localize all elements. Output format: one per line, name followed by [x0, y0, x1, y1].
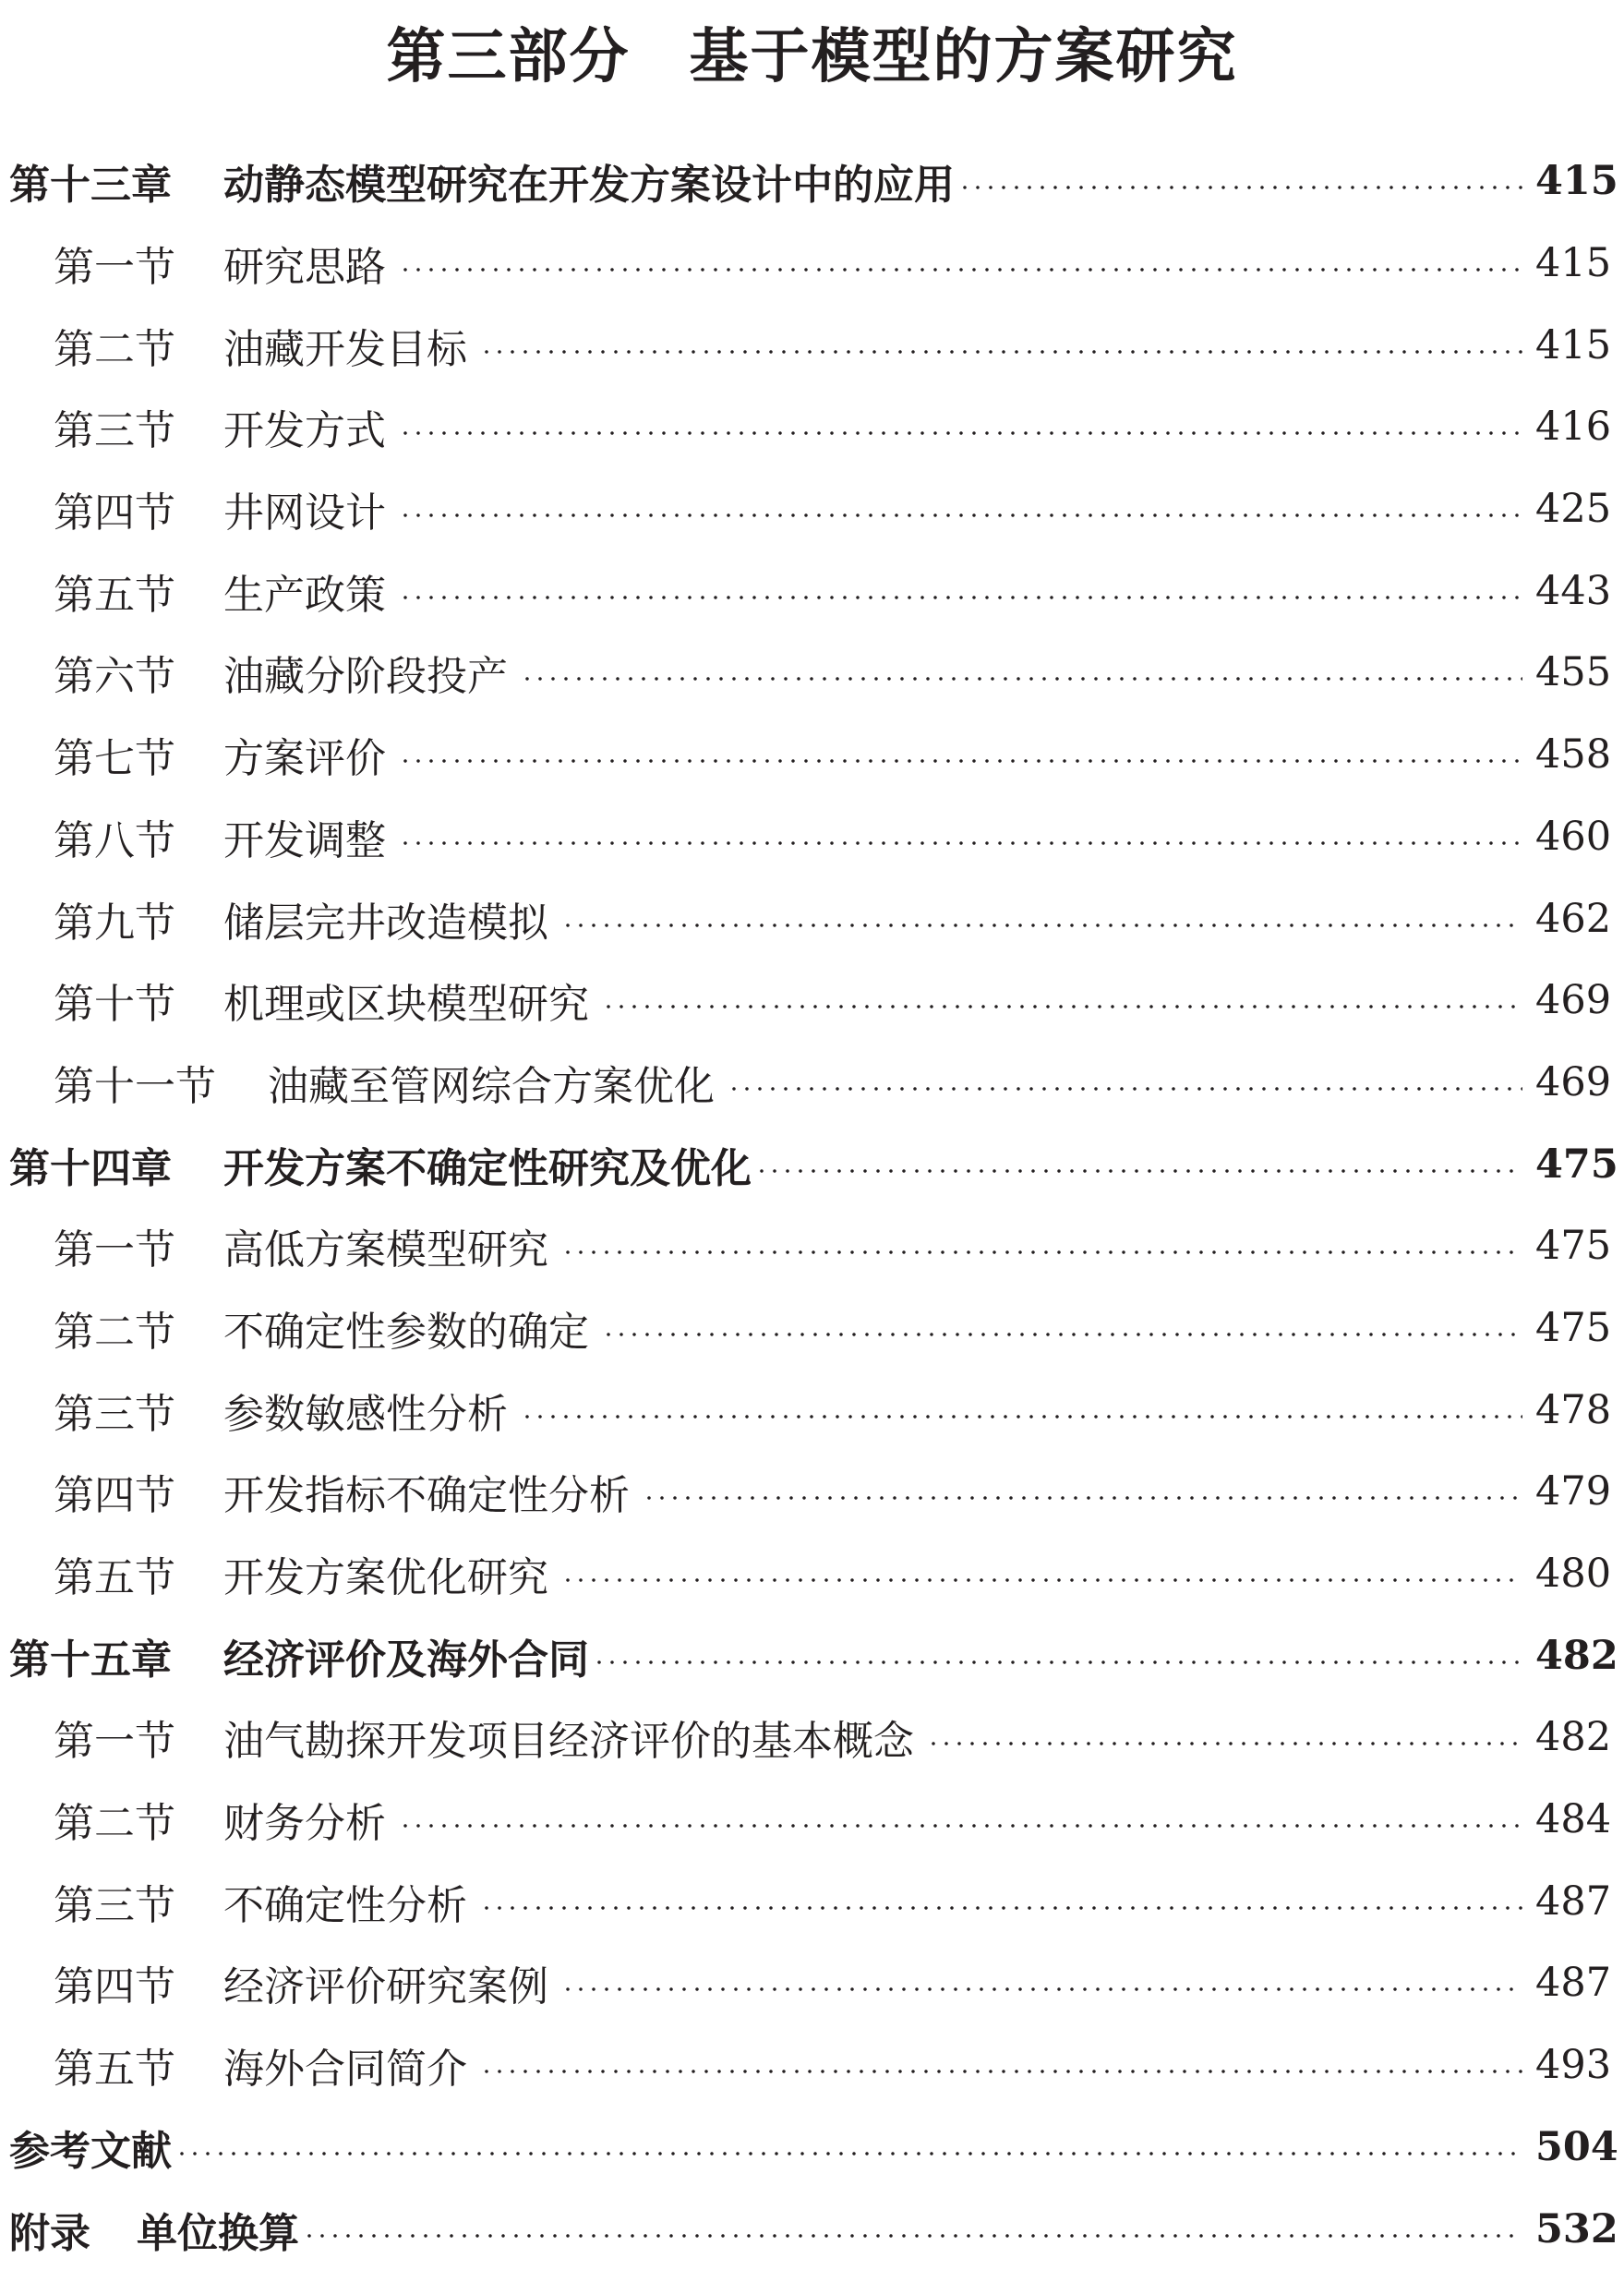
toc-dot-leader — [399, 513, 1522, 517]
toc-entry-label: 第四节 — [54, 489, 175, 537]
toc-entry-label: 第五节 — [54, 2046, 175, 2094]
toc-dot-leader — [399, 268, 1522, 272]
toc-entry-label: 第七节 — [54, 735, 175, 783]
toc-page-number: 455 — [1535, 649, 1612, 696]
toc-entry-label: 第五节 — [54, 571, 175, 619]
toc-page-number: 475 — [1535, 1141, 1618, 1188]
toc-entry-label: 第二节 — [54, 1800, 175, 1848]
toc-entry-label: 第八节 — [54, 816, 175, 864]
toc-dot-leader — [399, 1824, 1522, 1828]
toc-page-number: 487 — [1535, 1960, 1612, 2007]
toc-dot-leader — [561, 1578, 1522, 1582]
toc-page-number: 458 — [1535, 731, 1612, 779]
toc-entry-title: 开发调整 — [223, 816, 386, 864]
toc-page-number: 462 — [1535, 895, 1612, 942]
toc-section-row[interactable] — [0, 223, 1624, 305]
toc-dot-leader — [399, 759, 1522, 763]
toc-entry-title: 油藏至管网综合方案优化 — [268, 1062, 715, 1110]
toc-page-number: 469 — [1535, 1058, 1612, 1105]
toc-section-row[interactable] — [0, 1451, 1624, 1533]
toc-dot-leader — [303, 2234, 1522, 2238]
toc-section-row[interactable] — [0, 1369, 1624, 1451]
part-title — [0, 13, 1624, 102]
toc-dot-leader — [728, 1087, 1522, 1091]
toc-dot-leader — [927, 1742, 1522, 1745]
toc-entry-title: 财务分析 — [223, 1800, 386, 1848]
toc-section-row[interactable] — [0, 1533, 1624, 1615]
toc-page-number: 532 — [1535, 2205, 1618, 2252]
toc-entry-title: 油藏分阶段投产 — [223, 653, 508, 701]
toc-dot-leader — [755, 1169, 1522, 1173]
toc-dot-leader — [593, 1660, 1522, 1664]
toc-section-row[interactable] — [0, 1860, 1624, 1942]
toc-entry-title: 单位换算 — [137, 2209, 299, 2257]
toc-section-row[interactable] — [0, 1779, 1624, 1861]
toc-page-number: 460 — [1535, 813, 1612, 860]
toc-dot-leader — [480, 2070, 1522, 2073]
toc-page-number: 469 — [1535, 977, 1612, 1024]
toc-entry-title: 开发方式 — [223, 407, 386, 455]
toc-section-row[interactable] — [0, 304, 1624, 386]
toc-references-row[interactable] — [0, 2107, 1624, 2189]
toc-section-row[interactable] — [0, 632, 1624, 714]
toc-page-number: 415 — [1535, 321, 1612, 368]
toc-entry-label: 第一节 — [54, 1226, 175, 1274]
toc-entry-label: 第四节 — [54, 1963, 175, 2011]
toc-page-number: 484 — [1535, 1796, 1612, 1843]
toc-entry-label: 第十五章 — [9, 1636, 172, 1684]
toc-dot-leader — [643, 1496, 1522, 1500]
toc-page-number: 504 — [1535, 2123, 1618, 2170]
table-of-contents — [0, 140, 1624, 2270]
toc-entry-label: 附录 — [9, 2209, 90, 2257]
toc-entry-label: 第十三章 — [9, 162, 172, 210]
toc-entry-label: 第十四章 — [9, 1144, 172, 1192]
toc-entry-title: 开发方案优化研究 — [223, 1554, 548, 1602]
toc-dot-leader — [175, 2152, 1522, 2155]
toc-entry-title: 开发指标不确定性分析 — [223, 1472, 630, 1520]
toc-dot-leader — [521, 677, 1522, 681]
toc-entry-title: 油藏开发目标 — [223, 325, 467, 373]
toc-section-row[interactable] — [0, 960, 1624, 1042]
toc-section-row[interactable] — [0, 549, 1624, 632]
toc-page-number: 475 — [1535, 1223, 1612, 1270]
toc-entry-label: 第四节 — [54, 1472, 175, 1520]
toc-entry-label: 第二节 — [54, 1308, 175, 1356]
toc-entry-title: 机理或区块模型研究 — [223, 981, 589, 1029]
toc-page-number: 479 — [1535, 1468, 1612, 1515]
toc-section-row[interactable] — [0, 2024, 1624, 2107]
toc-dot-leader — [521, 1415, 1522, 1419]
toc-dot-leader — [399, 431, 1522, 435]
toc-entry-title: 开发方案不确定性研究及优化 — [223, 1144, 752, 1192]
toc-dot-leader — [399, 596, 1522, 599]
toc-section-row[interactable] — [0, 714, 1624, 796]
toc-entry-label: 第三节 — [54, 1390, 175, 1438]
toc-page-number: 475 — [1535, 1304, 1612, 1351]
toc-entry-label: 第十节 — [54, 981, 175, 1029]
toc-entry-label: 第二节 — [54, 325, 175, 373]
toc-section-row[interactable] — [0, 1042, 1624, 1124]
toc-page-number: 415 — [1535, 240, 1612, 287]
toc-section-row[interactable] — [0, 1205, 1624, 1287]
toc-entry-title: 生产政策 — [223, 571, 386, 619]
toc-page-number: 480 — [1535, 1551, 1612, 1598]
toc-entry-title: 动静态模型研究在开发方案设计中的应用 — [223, 162, 955, 210]
toc-entry-label: 第一节 — [54, 1718, 175, 1766]
toc-page-number: 443 — [1535, 567, 1612, 614]
toc-page-number: 425 — [1535, 486, 1612, 533]
toc-section-row[interactable] — [0, 877, 1624, 960]
toc-entry-title: 参数敏感性分析 — [223, 1390, 508, 1438]
part-title-text: 基于模型的方案研究 — [689, 22, 1238, 91]
toc-section-row[interactable] — [0, 1287, 1624, 1370]
toc-chapter-row[interactable] — [0, 1123, 1624, 1205]
toc-entry-label: 第九节 — [54, 899, 175, 947]
toc-entry-title: 井网设计 — [223, 489, 386, 537]
toc-entry-label: 参考文献 — [9, 2127, 172, 2175]
toc-entry-label: 第十一节 — [54, 1062, 216, 1110]
toc-entry-title: 海外合同简介 — [223, 2046, 467, 2094]
toc-entry-label: 第六节 — [54, 653, 175, 701]
toc-dot-leader — [480, 350, 1522, 354]
toc-section-row[interactable] — [0, 1696, 1624, 1779]
toc-appendix-row[interactable] — [0, 2188, 1624, 2270]
toc-entry-title: 方案评价 — [223, 735, 386, 783]
toc-entry-title: 油气勘探开发项目经济评价的基本概念 — [223, 1718, 914, 1766]
toc-entry-label: 第三节 — [54, 1881, 175, 1929]
toc-entry-label: 第三节 — [54, 407, 175, 455]
toc-entry-title: 经济评价及海外合同 — [223, 1636, 589, 1684]
toc-section-row[interactable] — [0, 386, 1624, 468]
toc-chapter-row[interactable] — [0, 140, 1624, 223]
toc-section-row[interactable] — [0, 468, 1624, 550]
toc-dot-leader — [480, 1906, 1522, 1910]
toc-entry-title: 不确定性分析 — [223, 1881, 467, 1929]
toc-entry-title: 储层完井改造模拟 — [223, 899, 548, 947]
toc-dot-leader — [561, 1250, 1522, 1254]
toc-entry-title: 经济评价研究案例 — [223, 1963, 548, 2011]
toc-chapter-row[interactable] — [0, 1614, 1624, 1696]
toc-dot-leader — [958, 186, 1522, 189]
part-title-label: 第三部分 — [386, 22, 631, 91]
toc-entry-title: 高低方案模型研究 — [223, 1226, 548, 1274]
toc-page-number: 415 — [1535, 158, 1618, 205]
toc-dot-leader — [561, 924, 1522, 927]
toc-page-number: 482 — [1535, 1714, 1612, 1761]
toc-section-row[interactable] — [0, 796, 1624, 878]
toc-entry-title: 研究思路 — [223, 244, 386, 292]
toc-page-number: 416 — [1535, 404, 1612, 451]
toc-entry-title: 不确定性参数的确定 — [223, 1308, 589, 1356]
toc-page-number: 478 — [1535, 1386, 1612, 1433]
toc-section-row[interactable] — [0, 1942, 1624, 2024]
toc-page-number: 482 — [1535, 1632, 1618, 1679]
toc-entry-label: 第五节 — [54, 1554, 175, 1602]
toc-page-number: 487 — [1535, 1878, 1612, 1925]
toc-dot-leader — [602, 1005, 1522, 1008]
toc-dot-leader — [602, 1333, 1522, 1336]
toc-entry-label: 第一节 — [54, 244, 175, 292]
toc-dot-leader — [561, 1987, 1522, 1991]
toc-page-number: 493 — [1535, 2042, 1612, 2089]
toc-dot-leader — [399, 841, 1522, 845]
